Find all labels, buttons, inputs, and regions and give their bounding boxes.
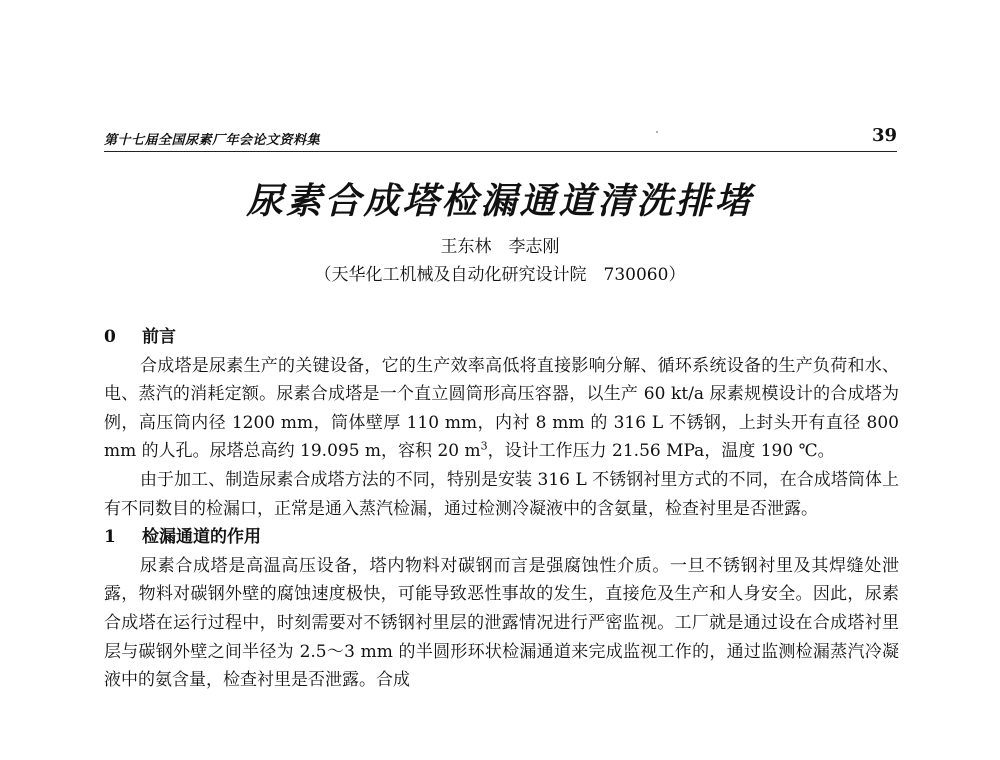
- paragraph: [104, 352, 899, 466]
- section-title: 检漏通道的作用: [142, 527, 261, 548]
- paragraph-text-tail: ，设计工作压力 21.56 MPa，温度 190 ℃。: [487, 441, 835, 462]
- paragraph-text: 合成塔是尿素生产的关键设备，它的生产效率高低将直接影响分解、循环系统设备的生产负荷和水、电、蒸汽的消耗定额。尿素合成塔是一个直立圆筒形高压容器，以生产 60 kt/a 尿素规模设计的合成塔为例，高压筒内径 1200 mm，筒体壁厚 110 mm，内衬 8 mm 的 316 L 不锈钢，上封头开有直径 800 mm 的人孔。尿塔总高约 19.095 m，容积 20 m: [104, 355, 899, 462]
- section-heading-1: [104, 523, 899, 552]
- paper-affiliation: （天华化工机械及自动化研究设计院 730060）: [314, 265, 686, 285]
- scan-artifact: [656, 131, 658, 133]
- section-number: 1: [104, 527, 116, 548]
- paper-authors: 王东林 李志刚: [440, 237, 560, 257]
- superscript: 3: [480, 439, 488, 453]
- paragraph: 由于加工、制造尿素合成塔方法的不同，特别是安装 316 L 不锈钢衬里方式的不同，在合成塔筒体上有不同数目的检漏口，正常是通入蒸汽检漏，通过检测冷凝液中的含氨量，检查衬里是否泄露。: [104, 469, 899, 519]
- running-header: [104, 127, 897, 152]
- paper-title: 尿素合成塔检漏通道清洗排堵: [246, 180, 754, 222]
- section-title: 前言: [142, 327, 176, 347]
- page-number: 39: [871, 125, 897, 146]
- section-number: 0: [104, 327, 116, 347]
- journal-name: 第十七届全国尿素厂年会论文资料集: [104, 133, 321, 148]
- paper-body: [104, 323, 899, 695]
- paragraph: 尿素合成塔是高温高压设备，塔内物料对碳钢而言是强腐蚀性介质。一旦不锈钢衬里及其焊缝处泄露，物料对碳钢外壁的腐蚀速度极快，可能导致恶性事故的发生，直接危及生产和人身安全。因此，尿素合成塔在运行过程中，时刻需要对不锈钢衬里层的泄露情况进行严密监视。工厂就是通过设在合成塔衬里层与碳钢外壁之间半径为 2.5～3 mm 的半圆形环状检漏通道来完成监视工作的，通过监测检漏蒸汽冷凝液中的氨含量，检查衬里是否泄露。合成: [104, 555, 899, 691]
- section-heading-0: [104, 323, 899, 352]
